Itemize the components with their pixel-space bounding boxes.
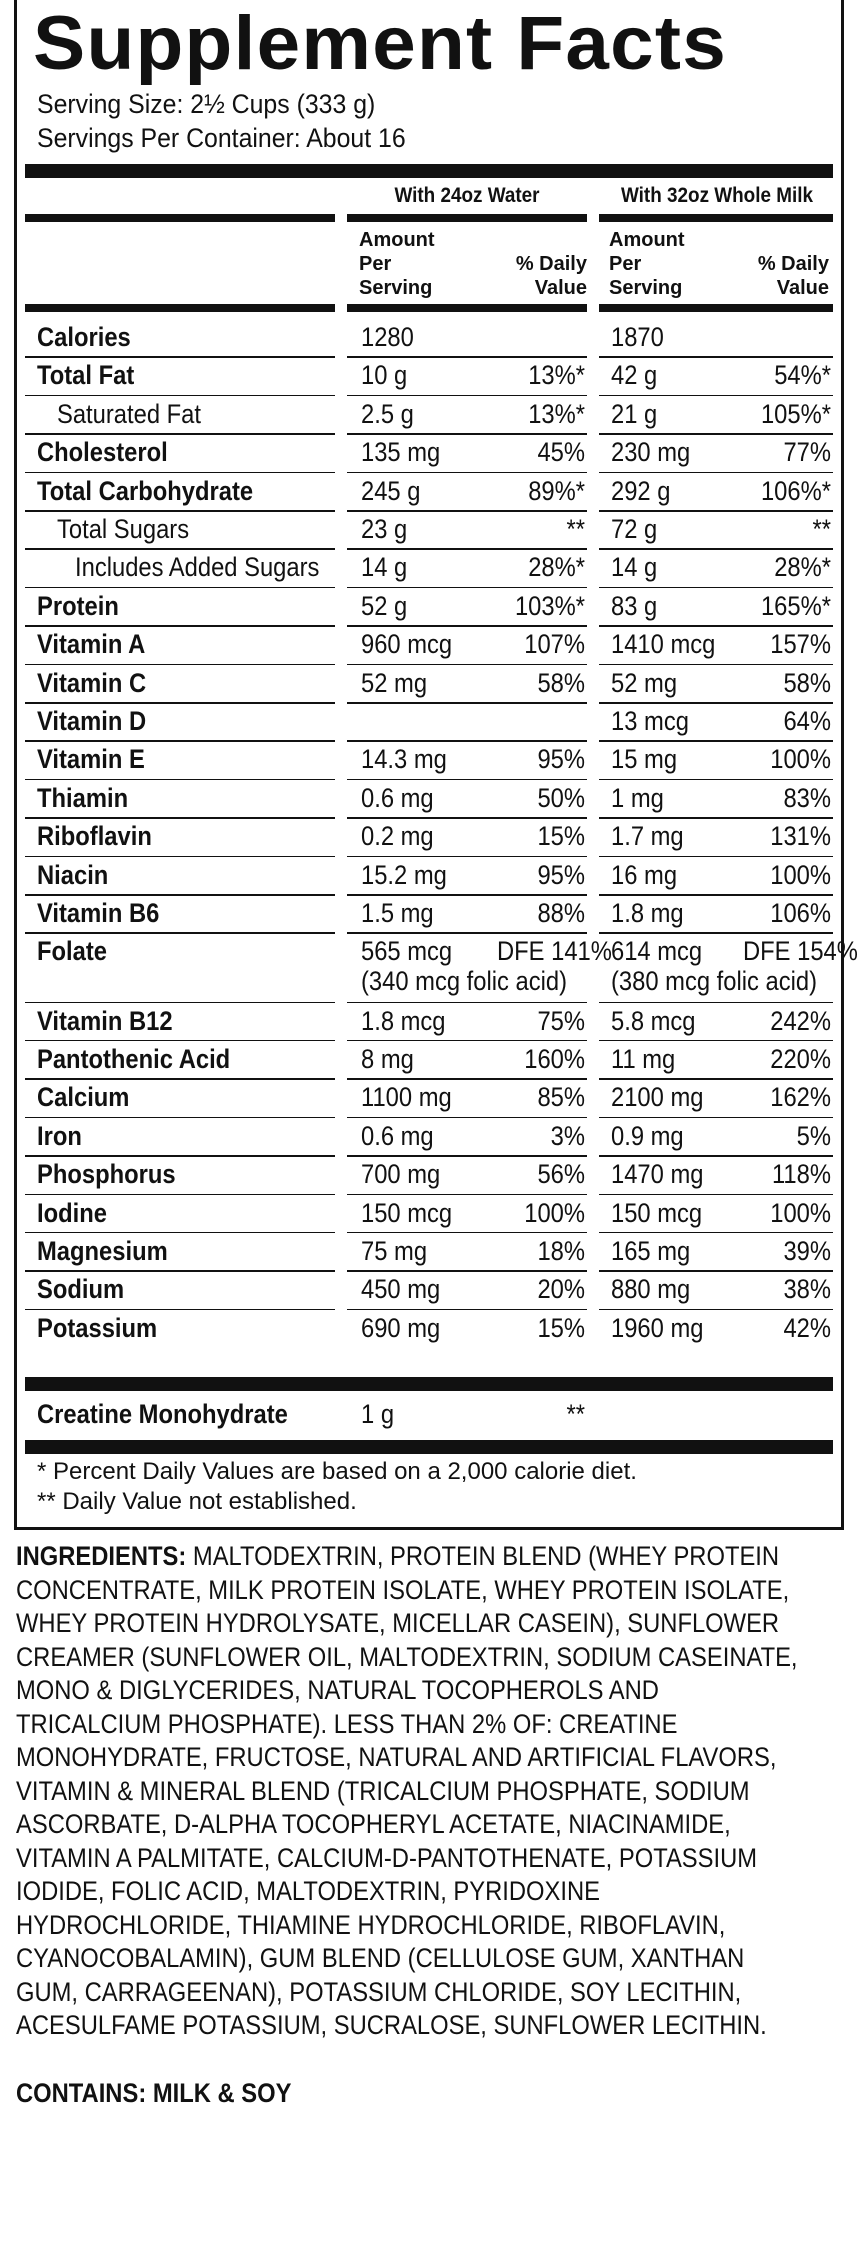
dv-water: 89%* (528, 475, 585, 506)
creatine-amount: 1 g (361, 1399, 395, 1429)
amount-milk: 11 mg (611, 1043, 676, 1074)
row-divider (347, 587, 587, 589)
amount-milk: 165 mg (611, 1235, 691, 1266)
header-rule-water (347, 214, 587, 222)
nutrient-name: Includes Added Sugars (75, 552, 320, 583)
amount-water: 14.3 mg (361, 744, 447, 775)
dv-water: DFE 141% (497, 936, 612, 967)
sub-header-rule-water (347, 304, 587, 312)
sub-header-rule-milk (599, 304, 833, 312)
creatine-dv: ** (566, 1399, 585, 1429)
footnote-daily-values: * Percent Daily Values are based on a 2,000 calorie diet. (37, 1458, 637, 1485)
amount-water: 0.6 mg (361, 1120, 434, 1151)
amount-milk: 1.8 mg (611, 898, 684, 928)
row-divider (347, 510, 587, 512)
column-heading-milk: With 32oz Whole Milk (621, 184, 813, 207)
nutrient-name: Vitamin E (37, 744, 145, 775)
amount-milk: 614 mcg (611, 936, 703, 967)
amount-water: 1.8 mcg (361, 1005, 446, 1036)
row-divider (347, 1232, 587, 1234)
amount-milk: 21 g (611, 398, 658, 429)
thick-divider-creatine (25, 1377, 833, 1391)
dv-water: 13%* (528, 398, 585, 429)
amount-water: 52 g (361, 590, 408, 621)
dv-milk: 157% (770, 629, 831, 660)
amount-milk: 1.7 mg (611, 821, 684, 852)
row-divider (25, 779, 335, 781)
row-divider (347, 1002, 587, 1004)
dv-water: 20% (537, 1274, 585, 1305)
row-divider (25, 817, 335, 819)
row-divider (599, 817, 833, 819)
serving-size: Serving Size: 2½ Cups (333 g) (37, 89, 376, 119)
row-divider (599, 1232, 833, 1234)
amount-water: 2.5 g (361, 398, 414, 429)
daily-value-header-water: % Daily Value (515, 253, 587, 299)
nutrient-name: Total Carbohydrate (37, 475, 254, 506)
amount-milk: 1410 mcg (611, 629, 716, 660)
thick-divider-top (25, 164, 833, 178)
row-divider (347, 1270, 587, 1272)
dv-water: 3% (550, 1120, 585, 1151)
row-divider (599, 1078, 833, 1080)
row-divider (25, 1078, 335, 1080)
row-divider (25, 1232, 335, 1234)
row-divider (347, 856, 587, 858)
row-divider (599, 702, 833, 704)
daily-value-header-milk: % Daily Value (757, 253, 829, 299)
dv-milk: 162% (770, 1082, 831, 1113)
row-divider (347, 548, 587, 550)
dv-milk: 106% (770, 898, 831, 928)
nutrient-name: Sodium (37, 1274, 125, 1305)
amount-per-serving-water: Amount Per Serving (359, 229, 435, 299)
amount-water: 700 mg (361, 1159, 441, 1190)
dv-milk: 38% (783, 1274, 831, 1305)
dv-milk: 242% (770, 1005, 831, 1036)
dv-water: 58% (537, 667, 585, 698)
dv-milk: 118% (771, 1159, 831, 1190)
row-divider (599, 1194, 833, 1196)
row-divider (25, 894, 335, 896)
row-divider (599, 548, 833, 550)
dv-water: 75% (537, 1005, 585, 1036)
row-divider (347, 932, 587, 934)
row-divider (347, 702, 587, 704)
dv-water: 103%* (514, 590, 585, 621)
header-rule-milk (599, 214, 833, 222)
row-divider (599, 1117, 833, 1119)
nutrient-name: Iron (37, 1120, 82, 1151)
row-divider (25, 1270, 335, 1272)
amount-milk: 42 g (611, 360, 658, 391)
nutrient-name: Iodine (37, 1197, 107, 1228)
row-divider (25, 510, 335, 512)
row-divider (347, 356, 587, 358)
nutrient-name: Vitamin C (37, 667, 147, 698)
dv-water: 160% (524, 1043, 585, 1074)
dv-water: ** (566, 514, 585, 544)
row-divider (25, 856, 335, 858)
ingredients-text (16, 1540, 808, 2043)
amount-water: 960 mcg (361, 629, 453, 660)
dv-milk: 77% (783, 437, 831, 468)
nutrient-name: Vitamin A (37, 629, 146, 660)
dv-water: 28%* (528, 552, 585, 583)
dv-milk: DFE 154% (743, 936, 858, 967)
row-divider (25, 433, 335, 435)
amount-water: 8 mg (361, 1043, 414, 1074)
amount-water: 0.2 mg (361, 821, 434, 852)
row-divider (599, 356, 833, 358)
row-divider (25, 1040, 335, 1042)
nutrient-name: Pantothenic Acid (37, 1043, 231, 1074)
row-divider (25, 395, 335, 397)
dv-water: 45% (537, 437, 585, 468)
amount-milk: 15 mg (611, 744, 678, 775)
dv-water: 95% (537, 744, 585, 775)
nutrient-name: Vitamin B6 (37, 898, 160, 928)
row-divider (347, 433, 587, 435)
nutrient-name: Saturated Fat (57, 398, 201, 429)
dv-milk: 83% (783, 782, 831, 813)
amount-milk: 1960 mg (611, 1312, 704, 1343)
dv-milk: 100% (770, 1197, 831, 1228)
allergen-statement: CONTAINS: MILK & SOY (16, 2078, 292, 2108)
row-divider (25, 356, 335, 358)
dv-milk: 106%* (760, 475, 831, 506)
row-divider (347, 817, 587, 819)
row-divider (25, 932, 335, 934)
dv-water: 15% (537, 821, 585, 852)
nutrient-name: Total Sugars (57, 514, 190, 544)
row-divider (25, 1194, 335, 1196)
amount-milk: 5.8 mcg (611, 1005, 696, 1036)
row-divider (25, 548, 335, 550)
dv-water: 15% (537, 1312, 585, 1343)
ingredients-list: MALTODEXTRIN, PROTEIN BLEND (WHEY PROTEIN CONCENTRATE, MILK PROTEIN ISOLATE, WHEY PROTEIN ISOLATE, WHEY PROTEIN HYDROLYSATE, MICELLAR CASEIN), SUNFLOWER CREAMER (SUNFLOWER OIL, MALTODEXTRIN, SODIUM CASEINATE, MONO & DIGLYCERIDES, NATURAL TOCOPHEROLS AND TRICALCIUM PHOSPHATE). LESS THAN 2% OF: CREATINE MONOHYDRATE, FRUCTOSE, NATURAL AND ARTIFICIAL FLAVORS, VITAMIN & MINERAL BLEND (TRICALCIUM PHOSPHATE, SODIUM ASCORBATE, D-ALPHA TOCOPHERYL ACETATE, NIACINAMIDE, VITAMIN A PALMITATE, CALCIUM-D-PANTOTHENATE, POTASSIUM IODIDE, FOLIC ACID, MALTODEXTRIN, PYRIDOXINE HYDROCHLORIDE, THIAMINE HYDROCHLORIDE, RIBOFLAVIN, CYANOCOBALAMIN), GUM BLEND (CELLULOSE GUM, XANTHAN GUM, CARRAGEENAN), POTASSIUM CHLORIDE, SOY LECITHIN, ACESULFAME POTASSIUM, SUCRALOSE, SUNFLOWER LECITHIN. (16, 1541, 798, 2040)
row-divider (25, 664, 335, 666)
row-divider (599, 510, 833, 512)
row-divider (599, 587, 833, 589)
dv-water: 85% (537, 1082, 585, 1113)
row-divider (599, 932, 833, 934)
dv-milk: 100% (770, 859, 831, 890)
amount-milk: 0.9 mg (611, 1120, 684, 1151)
row-divider (347, 472, 587, 474)
row-divider (599, 1270, 833, 1272)
folic-acid-note-water: (340 mcg folic acid) (361, 966, 568, 997)
amount-milk: 292 g (611, 475, 671, 506)
dv-milk: ** (812, 514, 831, 544)
sub-header-rule-left (25, 304, 335, 312)
amount-milk: 14 g (611, 552, 658, 583)
nutrient-name: Total Fat (37, 360, 135, 391)
dv-milk: 165%* (760, 590, 831, 621)
nutrient-name: Magnesium (37, 1235, 168, 1266)
dv-milk: 64% (783, 706, 831, 736)
nutrient-name: Niacin (37, 859, 109, 890)
nutrient-name: Vitamin D (37, 706, 147, 736)
dv-water: 107% (524, 629, 585, 660)
nutrient-name: Thiamin (37, 782, 129, 813)
amount-milk: 72 g (611, 514, 658, 544)
amount-water: 1.5 mg (361, 898, 434, 928)
nutrient-name: Potassium (37, 1312, 158, 1343)
dv-water: 50% (537, 782, 585, 813)
dv-milk: 28%* (774, 552, 831, 583)
amount-milk: 230 mg (611, 437, 691, 468)
amount-water: 450 mg (361, 1274, 441, 1305)
row-divider (599, 1002, 833, 1004)
amount-water: 14 g (361, 552, 408, 583)
row-divider (599, 433, 833, 435)
row-divider (25, 625, 335, 627)
dv-water: 100% (524, 1197, 585, 1228)
dv-water: 95% (537, 859, 585, 890)
amount-water: 245 g (361, 475, 421, 506)
amount-water: 15.2 mg (361, 859, 447, 890)
row-divider (599, 1155, 833, 1157)
header-rule-left (25, 214, 335, 222)
amount-water: 135 mg (361, 437, 441, 468)
dv-milk: 100% (770, 744, 831, 775)
nutrient-name: Phosphorus (37, 1159, 176, 1190)
row-divider (347, 1309, 587, 1311)
panel-title: Supplement Facts (33, 1, 727, 86)
nutrient-name: Protein (37, 590, 119, 621)
amount-water: 1280 (361, 322, 414, 352)
amount-water: 23 g (361, 514, 408, 544)
row-divider (25, 1155, 335, 1157)
row-divider (347, 1194, 587, 1196)
amount-milk: 16 mg (611, 859, 678, 890)
row-divider (347, 625, 587, 627)
row-divider (25, 1309, 335, 1311)
amount-water: 10 g (361, 360, 408, 391)
dv-water: 56% (537, 1159, 585, 1190)
nutrient-name: Vitamin B12 (37, 1005, 173, 1036)
row-divider (599, 664, 833, 666)
row-divider (25, 1117, 335, 1119)
amount-water: 52 mg (361, 667, 428, 698)
dv-milk: 58% (783, 667, 831, 698)
amount-water: 565 mcg (361, 936, 453, 967)
supplement-facts-panel (14, 0, 858, 1530)
dv-milk: 105%* (760, 398, 831, 429)
row-divider (347, 1040, 587, 1042)
row-divider (599, 856, 833, 858)
row-divider (25, 1002, 335, 1004)
row-divider (599, 472, 833, 474)
dv-milk: 5% (796, 1120, 831, 1151)
row-divider (599, 1040, 833, 1042)
folic-acid-note-milk: (380 mcg folic acid) (611, 966, 818, 997)
dv-milk: 39% (783, 1235, 831, 1266)
dv-milk: 42% (783, 1312, 831, 1343)
row-divider (599, 625, 833, 627)
row-divider (347, 664, 587, 666)
amount-milk: 1 mg (611, 782, 664, 813)
amount-water: 690 mg (361, 1312, 441, 1343)
thick-divider-bottom (25, 1440, 833, 1454)
amount-water: 75 mg (361, 1235, 428, 1266)
amount-milk: 2100 mg (611, 1082, 704, 1113)
row-divider (599, 395, 833, 397)
amount-milk: 52 mg (611, 667, 678, 698)
nutrient-name: Cholesterol (37, 437, 168, 468)
amount-milk: 83 g (611, 590, 658, 621)
row-divider (347, 740, 587, 742)
amount-milk: 150 mcg (611, 1197, 703, 1228)
nutrient-name: Folate (37, 936, 107, 967)
amount-milk: 1870 (611, 322, 664, 352)
row-divider (599, 894, 833, 896)
row-divider (347, 1155, 587, 1157)
dv-milk: 220% (770, 1043, 831, 1074)
nutrient-name: Calcium (37, 1082, 130, 1113)
nutrient-name: Riboflavin (37, 821, 152, 852)
row-divider (347, 894, 587, 896)
amount-water: 1100 mg (361, 1082, 452, 1113)
amount-water: 150 mcg (361, 1197, 453, 1228)
row-divider (25, 702, 335, 704)
row-divider (599, 1309, 833, 1311)
servings-per-container: Servings Per Container: About 16 (37, 123, 406, 153)
row-divider (25, 740, 335, 742)
amount-per-serving-milk: Amount Per Serving (609, 229, 685, 299)
dv-water: 13%* (528, 360, 585, 391)
row-divider (25, 472, 335, 474)
ingredients-label: INGREDIENTS: (16, 1541, 187, 1571)
footnote-not-established: ** Daily Value not established. (37, 1488, 357, 1515)
row-divider (347, 779, 587, 781)
dv-milk: 131% (770, 821, 831, 852)
row-divider (347, 1117, 587, 1119)
row-divider (599, 779, 833, 781)
row-divider (599, 740, 833, 742)
amount-water: 0.6 mg (361, 782, 434, 813)
dv-water: 18% (537, 1235, 585, 1266)
dv-water: 88% (537, 898, 585, 928)
creatine-name: Creatine Monohydrate (37, 1399, 288, 1429)
column-heading-water: With 24oz Water (394, 184, 540, 207)
dv-milk: 54%* (774, 360, 831, 391)
row-divider (347, 1078, 587, 1080)
nutrient-name: Calories (37, 322, 131, 352)
amount-milk: 1470 mg (611, 1159, 704, 1190)
row-divider (25, 587, 335, 589)
row-divider (347, 395, 587, 397)
amount-milk: 13 mcg (611, 706, 689, 736)
amount-milk: 880 mg (611, 1274, 691, 1305)
